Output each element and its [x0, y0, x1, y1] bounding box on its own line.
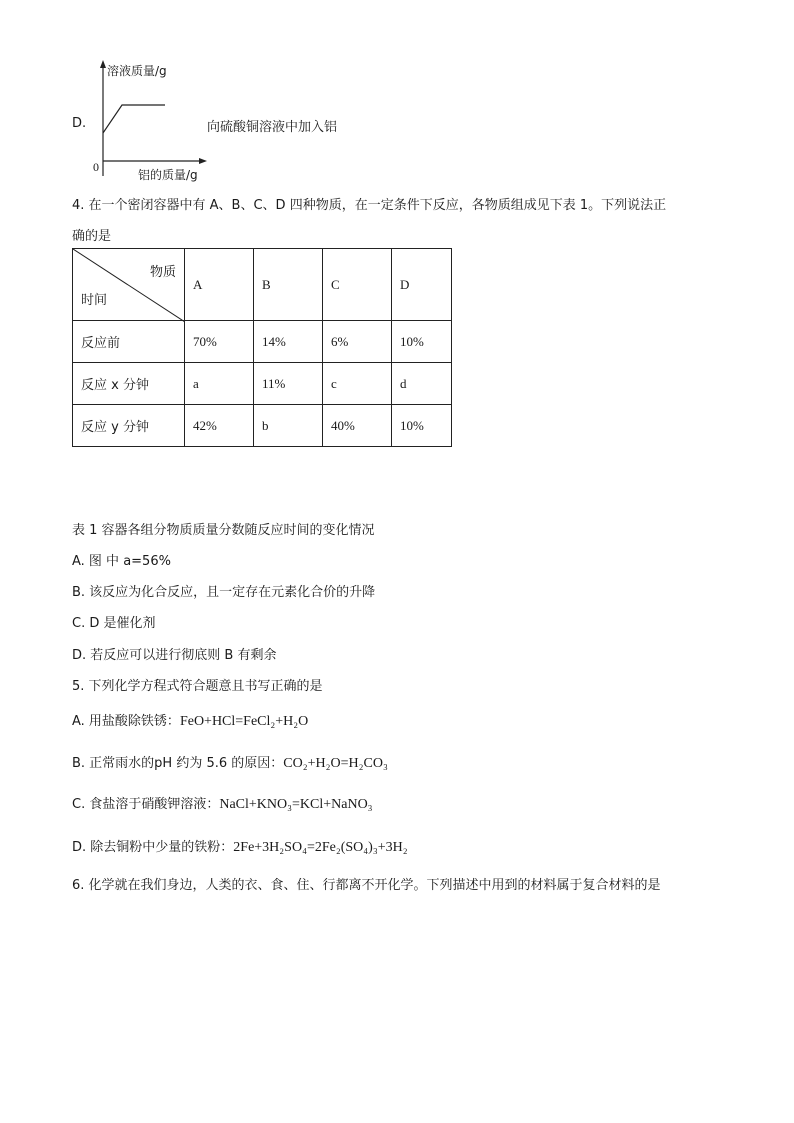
option-text: D. 除去铜粉中少量的铁粉： — [72, 840, 234, 855]
table-cell: 14% — [254, 321, 323, 363]
graph-ylabel: 溶液质量/g — [107, 64, 167, 78]
table-cell: 11% — [254, 363, 323, 405]
table-cell: 40% — [323, 405, 392, 447]
option-text: C. 食盐溶于硝酸钾溶液： — [72, 797, 220, 812]
table-cell: a — [185, 363, 254, 405]
composition-table — [72, 248, 452, 447]
q4-stem-line1: 4. 在一个密闭容器中有 A、B、C、D 四种物质，在一定条件下反应，各物质组成见下表 1。下列说法正 — [72, 198, 667, 213]
table-row — [73, 321, 452, 363]
table-row — [73, 405, 452, 447]
table-cell: b — [254, 405, 323, 447]
row-label: 反应前 — [73, 321, 185, 363]
table-row — [73, 363, 452, 405]
y-axis-arrow — [100, 60, 106, 68]
table-cell: 10% — [392, 321, 452, 363]
q5-stem: 5. 下列化学方程式符合题意且书写正确的是 — [72, 679, 323, 694]
graph-xlabel: 铝的质量/g — [138, 168, 198, 182]
row-label: 反应 x 分钟 — [73, 363, 185, 405]
q5-option-a — [72, 710, 308, 730]
chemical-formula: FeO+HCl=FeCl₂+H₂O — [179, 714, 309, 729]
option-text: B. 正常雨水的pH 约为 5.6 的原因： — [72, 756, 284, 771]
row-label: 反应 y 分钟 — [73, 405, 185, 447]
chemical-formula: CO₂+H₂O=H₂CO₃ — [283, 756, 388, 771]
q4-option-b: B. 该反应为化合反应，且一定存在元素化合价的升降 — [72, 585, 376, 600]
table-cell: 10% — [392, 405, 452, 447]
column-header: A — [185, 249, 254, 321]
table-cell: 6% — [323, 321, 392, 363]
table-cell: d — [392, 363, 452, 405]
column-header: C — [323, 249, 392, 321]
q4-option-a: A. 图 中 a=56% — [72, 554, 171, 569]
q5-option-c — [72, 793, 373, 813]
q6-stem: 6. 化学就在我们身边，人类的衣、食、住、行都离不开化学。下列描述中用到的材料属于复合材料的是 — [72, 878, 661, 893]
option-text: A. 用盐酸除铁锈： — [72, 714, 180, 729]
column-header: B — [254, 249, 323, 321]
table-cell: c — [323, 363, 392, 405]
table-caption: 表 1 容器各组分物质质量分数随反应时间的变化情况 — [72, 523, 375, 538]
graph-curve — [103, 105, 165, 133]
corner-diagonal — [73, 249, 185, 322]
q4-option-c: C. D 是催化剂 — [72, 616, 156, 631]
option-description: 向硫酸铜溶液中加入铝 — [207, 120, 338, 135]
corner-top-label: 物质 — [149, 265, 176, 280]
q5-option-b — [72, 752, 388, 772]
chemical-formula: NaCl+KNO₃=KCl+NaNO₃ — [219, 797, 373, 812]
table-cell: 42% — [185, 405, 254, 447]
table-cell: 70% — [185, 321, 254, 363]
column-header: D — [392, 249, 452, 321]
option-label: D. — [72, 116, 87, 131]
graph-origin: 0 — [93, 160, 99, 174]
q4-stem-line2: 确的是 — [72, 229, 112, 244]
table-corner-cell — [73, 249, 185, 321]
q4-option-d: D. 若反应可以进行彻底则 B 有剩余 — [72, 648, 277, 663]
corner-bottom-label: 时间 — [81, 293, 108, 308]
x-axis-arrow — [199, 158, 207, 164]
q5-option-d — [72, 836, 408, 856]
chemical-formula: 2Fe+3H₂SO₄=2Fe₂(SO₄)₃+3H₂ — [233, 840, 408, 855]
